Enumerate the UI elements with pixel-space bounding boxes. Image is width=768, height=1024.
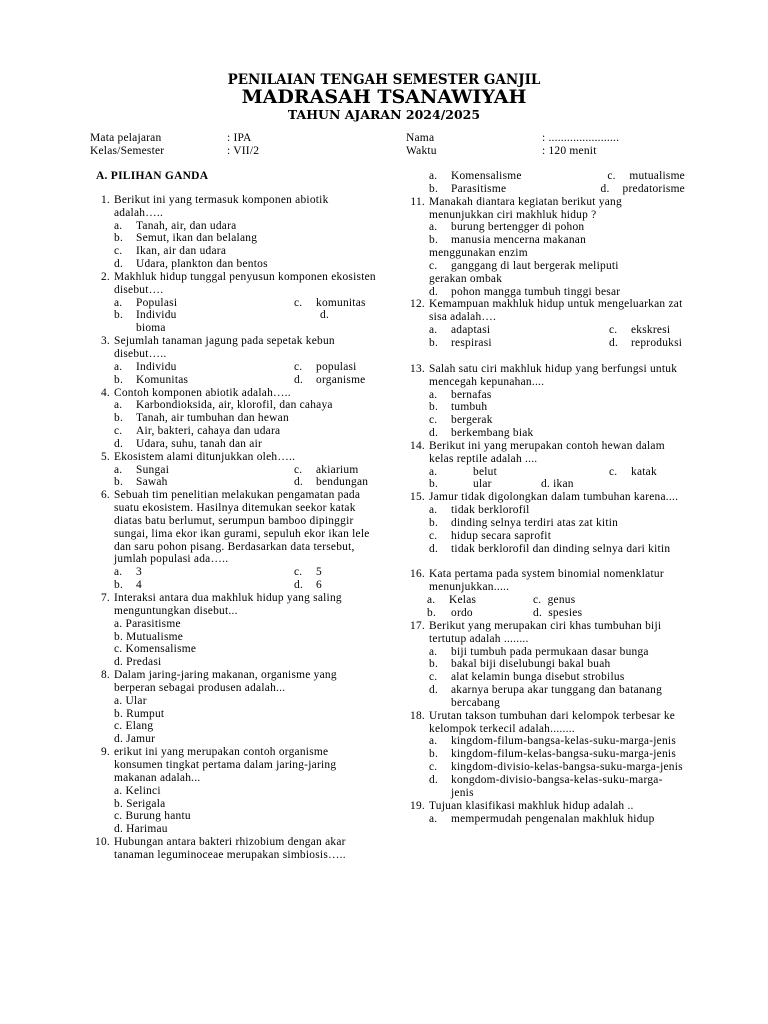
option-16a: a. Kelas c. genus bbox=[427, 594, 576, 607]
option-14b: b. ular d. ikan bbox=[429, 478, 574, 491]
option-18a: a. kingdom-filum-bangsa-kelas-suku-marga-jenis bbox=[429, 735, 677, 748]
option-3b: b. Komunitas bbox=[114, 373, 189, 386]
option-1d: d. Udara, plankton dan bentos bbox=[114, 258, 268, 271]
option-8b: b. Rumput bbox=[114, 707, 165, 720]
subject-value: : IPA bbox=[227, 132, 252, 144]
academic-year: TAHUN AJARAN 2024/2025 bbox=[287, 107, 481, 122]
option-6d: d. 6 bbox=[294, 579, 322, 592]
option-17a: a. biji tumbuh pada permukaan dasar bunga bbox=[429, 645, 649, 658]
option-18b: b. kingdom-filum-kelas-bangsa-suku-marga-jenis bbox=[429, 748, 677, 761]
option-16c: genus bbox=[547, 594, 576, 607]
question-11: 11. Manakah diantara kegiatan berikut yang menunjukkan ciri makhluk hidup ? bbox=[410, 195, 622, 221]
option-18d: d. kongdom-divisio-bangsa-kelas-suku-marga-jenis bbox=[429, 773, 663, 799]
question-15: 15. Jamur tidak digolongkan dalam tumbuhan karena.... bbox=[410, 491, 679, 504]
option-4a: a. Karbondioksida, air, klorofil, dan cahaya bbox=[114, 399, 333, 412]
option-6a: a. 3 bbox=[114, 566, 142, 579]
option-5d: d. bendungan bbox=[294, 476, 369, 489]
option-2b: b. Individu d. bbox=[114, 309, 330, 322]
option-5b: b. Sawah bbox=[114, 476, 168, 489]
option-11b-cont: menggunakan enzim bbox=[429, 247, 528, 260]
option-7b: b. Mutualisme bbox=[114, 630, 184, 643]
class-label: Kelas/Semester bbox=[90, 145, 165, 157]
option-8a: a. Ular bbox=[114, 694, 147, 707]
time-label: Waktu bbox=[406, 145, 437, 157]
option-16d: spesies bbox=[548, 607, 583, 619]
question-19: 19. Tujuan klasifikasi makhluk hidup adalah .. bbox=[410, 799, 634, 812]
option-4c: c. Air, bakteri, cahaya dan udara bbox=[114, 425, 281, 438]
option-2a: a. Populasi bbox=[114, 296, 178, 309]
option-15a: a. tidak berklorofil bbox=[429, 504, 530, 517]
option-12d: d. reproduksi bbox=[609, 336, 683, 349]
option-15d: d. tidak berklorofil dan dinding selnya dari kitin bbox=[429, 542, 671, 555]
question-18: 18. Urutan takson tumbuhan dari kelompok terbesar ke kelompok terkecil adalah........ bbox=[410, 709, 676, 735]
option-14c: c. katak bbox=[609, 465, 657, 478]
subject-label: Mata pelajaran bbox=[90, 132, 162, 144]
option-15b: b. dinding selnya terdiri atas zat kitin bbox=[429, 516, 619, 529]
question-17: 17. Berikut yang merupakan ciri khas tumbuhan biji tertutup adalah ........ bbox=[410, 619, 662, 645]
option-7c: c. Komensalisme bbox=[114, 643, 197, 656]
option-18c: c. kingdom-divisio-kelas-bangsa-suku-marga-jenis bbox=[429, 761, 683, 774]
option-2c: c. komunitas bbox=[294, 296, 366, 309]
exam-title: PENILAIAN TENGAH SEMESTER GANJIL bbox=[227, 72, 541, 88]
question-13: 13. Salah satu ciri makhluk hidup yang berfungsi untuk mencegah kepunahan.... bbox=[410, 362, 678, 388]
question-2: 2. Makhluk hidup tunggal penyusun komponen ekosisten disebut…. bbox=[100, 270, 376, 296]
question-9: 9. erikut ini yang merupakan contoh organisme konsumen tingkat pertama dalam jaring-jaring makanan adalah... bbox=[100, 746, 337, 784]
time-value: : 120 menit bbox=[542, 145, 597, 157]
question-8: 8. Dalam jaring-jaring makanan, organisme yang berperan sebagai produsen adalah... bbox=[100, 669, 337, 694]
option-11d: d. pohon mangga tumbuh tinggi besar bbox=[429, 285, 621, 298]
option-1c: c. Ikan, air dan udara bbox=[114, 245, 227, 258]
option-14d: ikan bbox=[553, 478, 574, 491]
option-16b: b. ordo d. spesies bbox=[427, 607, 583, 619]
option-5a: a. Sungai bbox=[114, 463, 170, 476]
right-column bbox=[405, 170, 685, 825]
question-12: 12. Kemampuan makhluk hidup untuk mengeluarkan zat sisa adalah…. bbox=[410, 298, 683, 324]
question-16: 16. Kata pertama pada system binomial nomenklatur menunjukkan..... bbox=[410, 568, 664, 594]
option-17d: d. akarnya berupa akar tunggang dan batanang bercabang bbox=[429, 684, 663, 709]
question-10: 10. Hubungan antara bakteri rhizobium dengan akar tanaman leguminoceae merupakan simbiosis….. bbox=[95, 836, 346, 861]
question-7: 7. Interaksi antara dua makhluk hidup yang saling menguntungkan disebut... bbox=[100, 592, 342, 617]
option-17b: b. bakal biji diselubungi bakal buah bbox=[429, 658, 611, 671]
option-19a: a. mempermudah pengenalan makhluk hidup bbox=[429, 812, 655, 825]
option-2d: bioma bbox=[136, 322, 166, 335]
option-4d: d. Udara, suhu, tanah dan air bbox=[114, 437, 263, 450]
school-name: MADRASAH TSANAWIYAH bbox=[241, 86, 527, 108]
option-9d: d. Harimau bbox=[114, 823, 168, 836]
option-10c: c. mutualisme bbox=[607, 170, 685, 182]
option-13b: b. tumbuh bbox=[429, 401, 488, 414]
option-6b: b. 4 bbox=[114, 579, 142, 592]
option-14a: a. belut bbox=[429, 465, 498, 478]
option-12c: c. ekskresi bbox=[609, 324, 671, 337]
option-11b: b. manusia mencerna makanan bbox=[429, 234, 587, 247]
question-14: 14. Berikut ini yang merupakan contoh hewan dalam kelas reptile adalah .... bbox=[410, 439, 665, 465]
option-15c: c. hidup secara saprofit bbox=[429, 529, 552, 542]
option-1b: b. Semut, ikan dan belalang bbox=[114, 232, 258, 245]
name-value: : ....................... bbox=[542, 132, 620, 144]
question-1: 1. Berikut ini yang termasuk komponen abiotik adalah….. bbox=[100, 193, 329, 219]
option-3c: c. populasi bbox=[294, 360, 357, 373]
option-10a: a. Komensalisme bbox=[429, 170, 522, 182]
option-8c: c. Elang bbox=[114, 720, 154, 733]
question-4: 4. Contoh komponen abiotik adalah….. bbox=[100, 386, 291, 399]
option-13d: d. berkembang biak bbox=[429, 427, 534, 440]
option-13a: a. bernafas bbox=[429, 388, 492, 401]
option-1a: a. Tanah, air, dan udara bbox=[114, 219, 237, 232]
option-10d: d. predatorisme bbox=[600, 182, 685, 195]
question-5: 5. Ekosistem alami ditunjukkan oleh….. bbox=[100, 450, 296, 463]
option-3a: a. Individu bbox=[114, 360, 177, 373]
option-11c: c. ganggang di laut bergerak meliputi bbox=[429, 259, 619, 272]
option-12a: a. adaptasi bbox=[429, 324, 491, 337]
option-17c: c. alat kelamin bunga disebut strobilus bbox=[429, 671, 625, 684]
option-4b: b. Tanah, air tumbuhan dan hewan bbox=[114, 412, 289, 425]
question-6: 6. Sebuah tim penelitian melakukan pengamatan pada suatu ekosistem. Hasilnya ditemukan seekor katak diatas batu berlumut, serumpun bamboo dipinggir sungai, lima ekor ikan gurami, sepuluh ekor ikan lele dan saru pohon pisang. Berdasarkan data tersebut, jumlah populasi ada….. bbox=[100, 489, 370, 566]
option-11a: a. burung bertengger di pohon bbox=[429, 221, 585, 234]
option-13c: c. bergerak bbox=[429, 414, 493, 427]
option-8d: d. Jamur bbox=[114, 733, 156, 746]
left-column bbox=[90, 170, 380, 862]
section-title: A. PILIHAN GANDA bbox=[96, 170, 209, 182]
option-3d: d. organisme bbox=[294, 373, 366, 386]
option-9a: a. Kelinci bbox=[114, 784, 161, 797]
option-5c: c. akiarium bbox=[294, 463, 359, 476]
option-11c-cont: gerakan ombak bbox=[429, 272, 503, 285]
option-7a: a. Parasitisme bbox=[114, 617, 181, 630]
question-3: 3. Sejumlah tanaman jagung pada sepetak kebun disebut….. bbox=[100, 335, 335, 360]
name-label: Nama bbox=[406, 132, 435, 144]
class-value: : VII/2 bbox=[227, 145, 260, 157]
option-6c: c. 5 bbox=[294, 566, 322, 579]
option-12b: b. respirasi bbox=[429, 336, 492, 349]
option-9c: c. Burung hantu bbox=[114, 810, 191, 823]
option-10b: b. Parasitisme bbox=[429, 182, 507, 195]
option-9b: b. Serigala bbox=[114, 797, 166, 810]
option-7d: d. Predasi bbox=[114, 656, 162, 669]
